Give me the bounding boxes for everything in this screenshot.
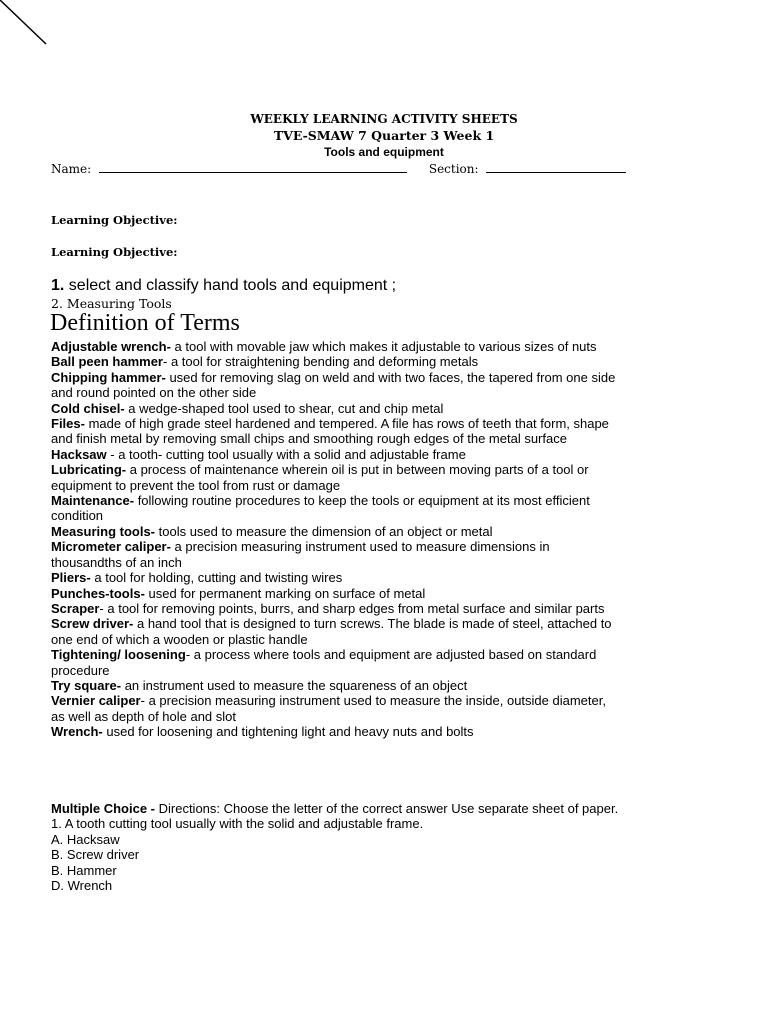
- term-definition: a wedge-shaped tool used to shear, cut and chip metal: [124, 400, 444, 416]
- term-entry: [51, 647, 621, 678]
- term-entry: [51, 616, 621, 647]
- term-definition: - a process where tools and equipment are adjusted based on standard procedure: [51, 647, 597, 678]
- directions-text: Directions: Choose the letter of the correct answer Use separate sheet of paper.: [155, 801, 619, 816]
- term-name: Chipping hammer-: [51, 369, 166, 385]
- option-a: A. Hacksaw: [51, 831, 120, 847]
- term-name: Hacksaw: [51, 446, 107, 462]
- term-entry: [51, 339, 621, 354]
- term-definition: a process of maintenance wherein oil is put in between moving parts of a tool or equipment to prevent the tool from rust or damage: [51, 462, 589, 493]
- name-label: Name:: [51, 162, 92, 176]
- term-name: Wrench-: [51, 724, 103, 740]
- term-entry: [51, 601, 621, 616]
- term-name: Lubricating-: [51, 462, 127, 478]
- term-definition: an instrument used to measure the squareness of an object: [121, 677, 468, 693]
- name-section-row: [51, 161, 651, 176]
- term-definition: - a tool for removing points, burrs, and sharp edges from metal surface and similar parts: [99, 600, 605, 616]
- corner-fold-line: [0, 0, 60, 50]
- name-blank-line: [99, 161, 407, 173]
- term-definition: following routine procedures to keep the tools or equipment at its most efficient condition: [51, 493, 590, 524]
- term-entry: [51, 493, 621, 524]
- terms-list: [51, 339, 621, 740]
- learning-objective-heading: Learning Objective:: [51, 213, 178, 227]
- term-entry: [51, 401, 621, 416]
- term-definition: used for removing slag on weld and with two faces, the tapered from one side and round pointed on the other side: [51, 369, 616, 401]
- term-entry: [51, 678, 621, 693]
- option-c: B. Hammer: [51, 862, 117, 878]
- term-definition: - a precision measuring instrument used to measure the inside, outside diameter, as well as depth of hole and slot: [51, 693, 606, 724]
- definitions-title: Definition of Terms: [50, 310, 240, 336]
- term-name: Adjustable wrench-: [51, 339, 171, 354]
- term-entry: [51, 524, 621, 539]
- term-name: Tightening/ loosening: [51, 647, 186, 663]
- term-name: Measuring tools-: [51, 523, 156, 539]
- term-definition: used for permanent marking on surface of metal: [144, 585, 426, 601]
- term-entry: [51, 416, 621, 447]
- term-definition: a tool with movable jaw which makes it adjustable to various sizes of nuts: [170, 339, 597, 354]
- section-label: Section:: [428, 162, 479, 176]
- term-name: Scraper: [51, 600, 100, 616]
- objective-item-1-number: 1.: [51, 277, 65, 294]
- term-entry: [51, 570, 621, 585]
- sheet-course-week: TVE-SMAW 7 Quarter 3 Week 1: [273, 128, 495, 143]
- learning-objective-heading-repeat: Learning Objective:: [51, 245, 178, 259]
- term-entry: [51, 370, 621, 401]
- term-name: Micrometer caliper-: [51, 539, 171, 555]
- option-d: D. Wrench: [51, 878, 113, 894]
- term-definition: a precision measuring instrument used to measure dimensions in thousandths of an inch: [51, 539, 550, 570]
- objective-item-1: [51, 277, 396, 295]
- term-name: Punches-tools-: [51, 585, 145, 601]
- multiple-choice-directions: [51, 801, 641, 816]
- term-name: Maintenance-: [51, 493, 135, 509]
- term-entry: [51, 693, 621, 724]
- term-entry: [51, 462, 621, 493]
- sheet-title: WEEKLY LEARNING ACTIVITY SHEETS: [250, 112, 518, 126]
- term-name: Ball peen hammer: [51, 354, 163, 370]
- term-name: Pliers-: [51, 570, 91, 586]
- term-entry: [51, 354, 621, 369]
- option-b: B. Screw driver: [51, 847, 140, 863]
- term-name: Try square-: [51, 677, 122, 693]
- term-definition: a hand tool that is designed to turn screws. The blade is made of steel, attached to one end of which a wooden or plastic handle: [51, 616, 612, 647]
- objective-item-1-text: select and classify hand tools and equipment ;: [64, 277, 397, 294]
- term-definition: a tool for holding, cutting and twisting wires: [90, 570, 343, 586]
- term-definition: made of high grade steel hardened and tempered. A file has rows of teeth that form, shape and finish metal by removing small chips and smoothing rough edges of the metal surface: [51, 416, 609, 447]
- term-entry: [51, 724, 621, 739]
- multiple-choice-section: [51, 801, 641, 893]
- term-name: Vernier caliper: [51, 693, 141, 709]
- sheet-subtitle: Tools and equipment: [324, 145, 444, 159]
- term-name: Files-: [51, 416, 85, 432]
- section-blank-line: [486, 161, 626, 173]
- term-definition: tools used to measure the dimension of an object or metal: [155, 523, 493, 539]
- term-name: Screw driver-: [51, 616, 134, 632]
- term-definition: - a tool for straightening bending and deforming metals: [163, 354, 479, 370]
- term-entry: [51, 586, 621, 601]
- term-entry: [51, 447, 621, 462]
- term-definition: used for loosening and tightening light and heavy nuts and bolts: [102, 724, 474, 740]
- multiple-choice-label: Multiple Choice -: [51, 801, 155, 816]
- objective-item-2: 2. Measuring Tools: [51, 296, 172, 311]
- question-1: 1. A tooth cutting tool usually with the solid and adjustable frame.: [51, 816, 424, 832]
- term-definition: - a tooth- cutting tool usually with a solid and adjustable frame: [106, 446, 466, 462]
- term-entry: [51, 539, 621, 570]
- term-name: Cold chisel-: [51, 400, 125, 416]
